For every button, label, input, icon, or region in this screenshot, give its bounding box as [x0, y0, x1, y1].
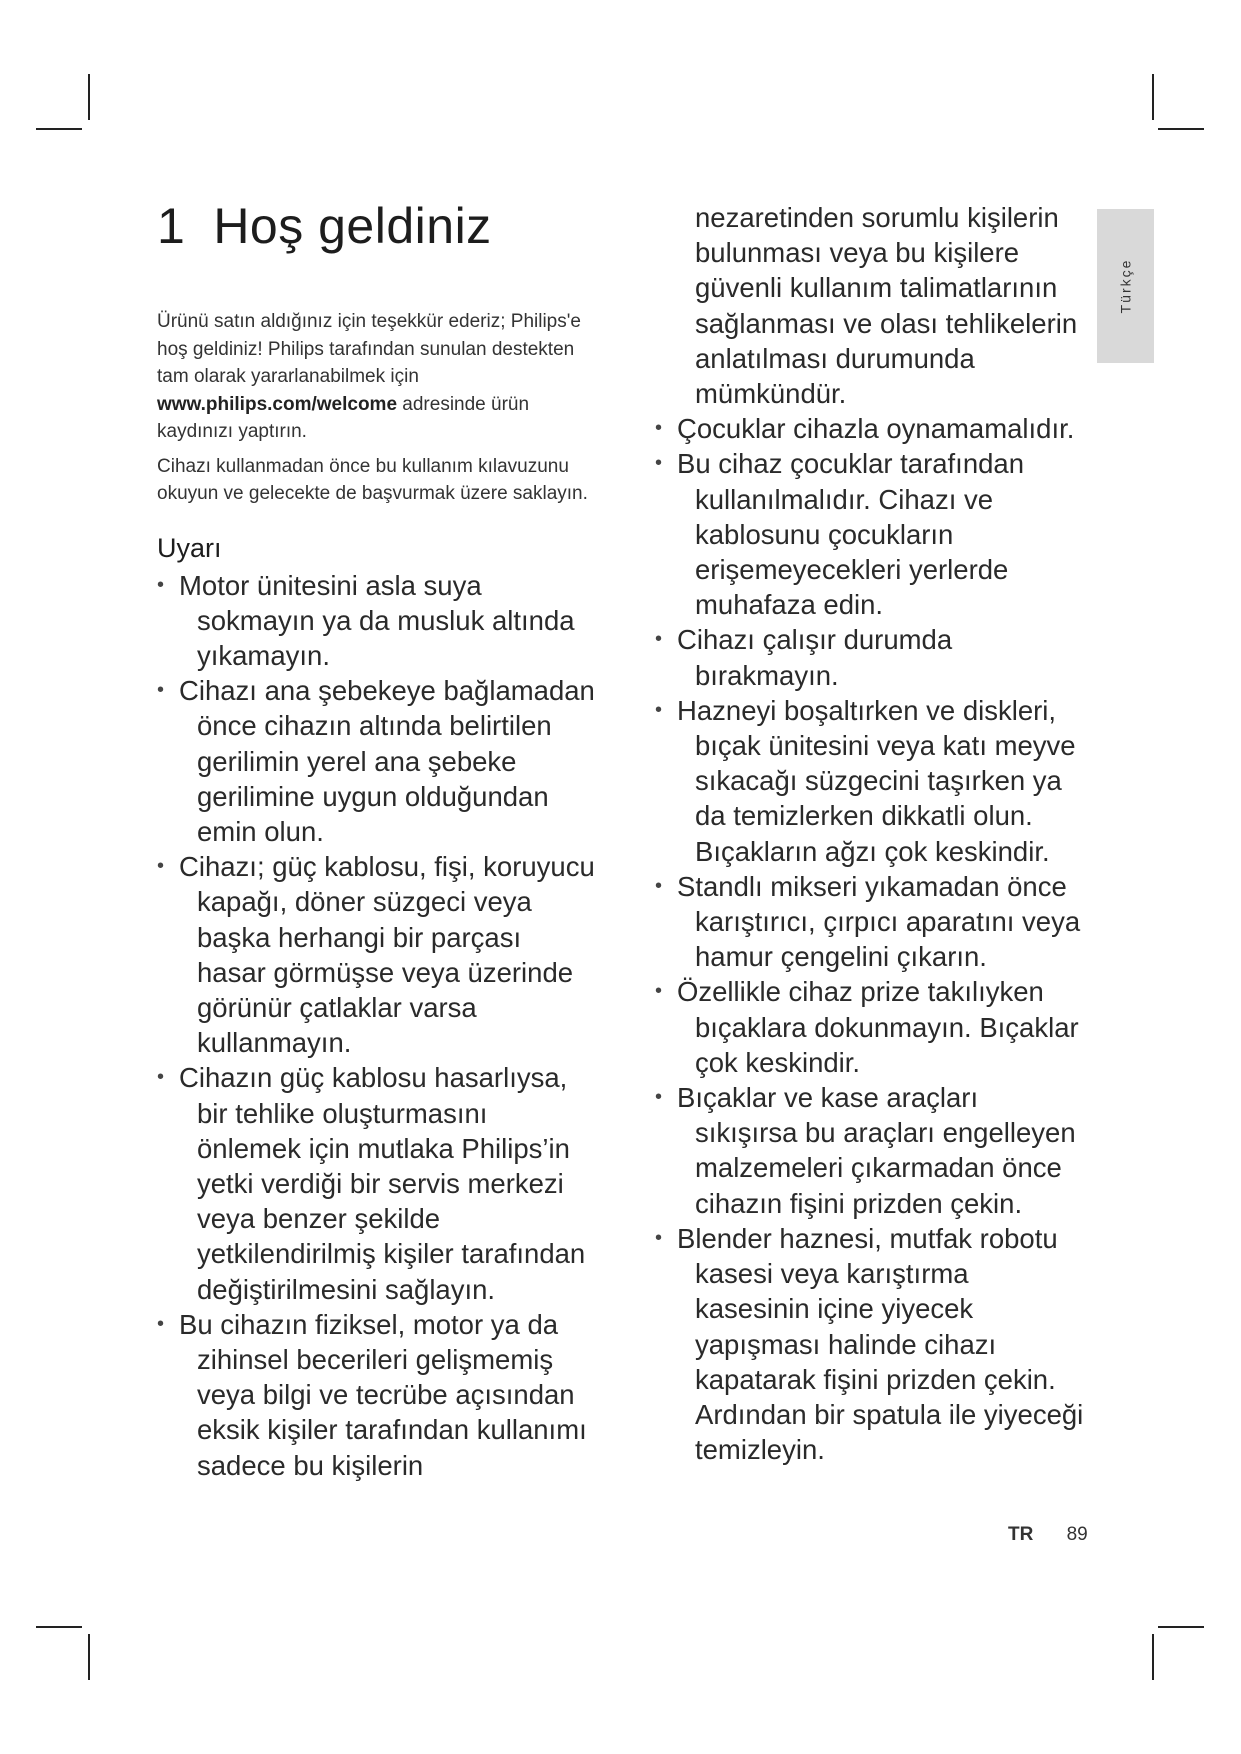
crop-mark: [36, 1626, 82, 1628]
intro-paragraph-2: Cihazı kullanmadan önce bu kullanım kılavuzunu okuyun ve gelecekte de başvurmak üzere saklayın.: [157, 455, 588, 504]
footer-language: TR: [1008, 1524, 1034, 1545]
list-item: • Bu cihaz çocuklar tarafından kullanılmalıdır. Cihazı ve kablosunu çocukların erişemeyecekleri yerlerde muhafaza edin.: [655, 446, 1085, 622]
warning-list-right: [655, 200, 1085, 1467]
chapter-title-text: Hoş geldiniz: [213, 198, 492, 254]
intro-paragraph: [157, 308, 597, 446]
language-tab: [1097, 209, 1154, 363]
list-item: • Blender haznesi, mutfak robotu kasesi veya karıştırma kasesinin içine yiyecek yapışması halinde cihazı kapatarak fişini prizden çekin. Ardından bir spatula ile yiyeceği temizleyin.: [655, 1221, 1085, 1467]
list-item: • Özellikle cihaz prize takılıyken bıçaklara dokunmayın. Bıçaklar çok keskindir.: [655, 974, 1085, 1080]
list-item: • Hazneyi boşaltırken ve diskleri, bıçak ünitesini veya katı meyve sıkacağı süzgecini taşırken ya da temizlerken dikkatli olun. Bıçakların ağzı çok keskindir.: [655, 693, 1085, 869]
crop-mark: [36, 128, 82, 130]
crop-mark: [88, 1634, 90, 1680]
warning-heading: Uyarı: [157, 532, 222, 563]
page-number: 89: [1066, 1524, 1088, 1545]
list-item: • Cihazı ana şebekeye bağlamadan önce cihazın altında belirtilen gerilimin yerel ana şebeke gerilimine uygun olduğundan emin olun.: [157, 673, 597, 849]
list-item: • Cihazın güç kablosu hasarlıysa, bir tehlike oluşturmasını önlemek için mutlaka Philips’in yetki verdiği bir servis merkezi veya benzer şekilde yetkilendirilmiş kişiler tarafından değiştirilmesini sağlayın.: [157, 1060, 597, 1306]
intro-text: Ürünü satın aldığınız için teşekkür ederiz; Philips'e hoş geldiniz! Philips tarafından sunulan destekten tam olarak yararlanabilmek için: [157, 311, 581, 387]
crop-mark: [88, 74, 90, 120]
language-tab-label: Türkçe: [1117, 258, 1134, 314]
list-item: • Bıçaklar ve kase araçları sıkışırsa bu araçları engelleyen malzemeleri çıkarmadan önce cihazın fişini prizden çekin.: [655, 1080, 1085, 1221]
list-item: • Çocuklar cihazla oynamamalıdır.: [655, 411, 1085, 446]
crop-mark: [1158, 1626, 1204, 1628]
page-footer: [1008, 1524, 1088, 1546]
warning-list-left: [157, 568, 597, 1483]
list-item: • Bu cihazın fiziksel, motor ya da zihinsel becerileri gelişmemiş veya bilgi ve tecrübe açısından eksik kişiler tarafından kullanımı sadece bu kişilerin: [157, 1307, 597, 1483]
crop-mark: [1152, 74, 1154, 120]
list-item: • Cihazı; güç kablosu, fişi, koruyucu kapağı, döner süzgeci veya başka herhangi bir parçası hasar görmüşse veya üzerinde görünür çatlaklar varsa kullanmayın.: [157, 849, 597, 1060]
crop-mark: [1158, 128, 1204, 130]
list-item: • Standlı mikseri yıkamadan önce karıştırıcı, çırpıcı aparatını veya hamur çengelini çıkarın.: [655, 869, 1085, 975]
chapter-number: 1: [157, 198, 186, 254]
welcome-link[interactable]: www.philips.com/welcome: [157, 393, 398, 415]
list-item-continuation: nezaretinden sorumlu kişilerin bulunması veya bu kişilere güvenli kullanım talimatlarının sağlanması ve olası tehlikelerin anlatılması durumunda mümkündür.: [695, 202, 1078, 410]
crop-mark: [1152, 1634, 1154, 1680]
list-item: • Cihazı çalışır durumda bırakmayın.: [655, 622, 1085, 692]
left-column: [157, 196, 597, 1483]
chapter-title: [157, 196, 597, 256]
list-item: • Motor ünitesini asla suya sokmayın ya da musluk altında yıkamayın.: [157, 568, 597, 674]
intro-suffix: adresinde ürün kaydınızı yaptırın.: [157, 393, 530, 442]
right-column: [655, 200, 1085, 1467]
